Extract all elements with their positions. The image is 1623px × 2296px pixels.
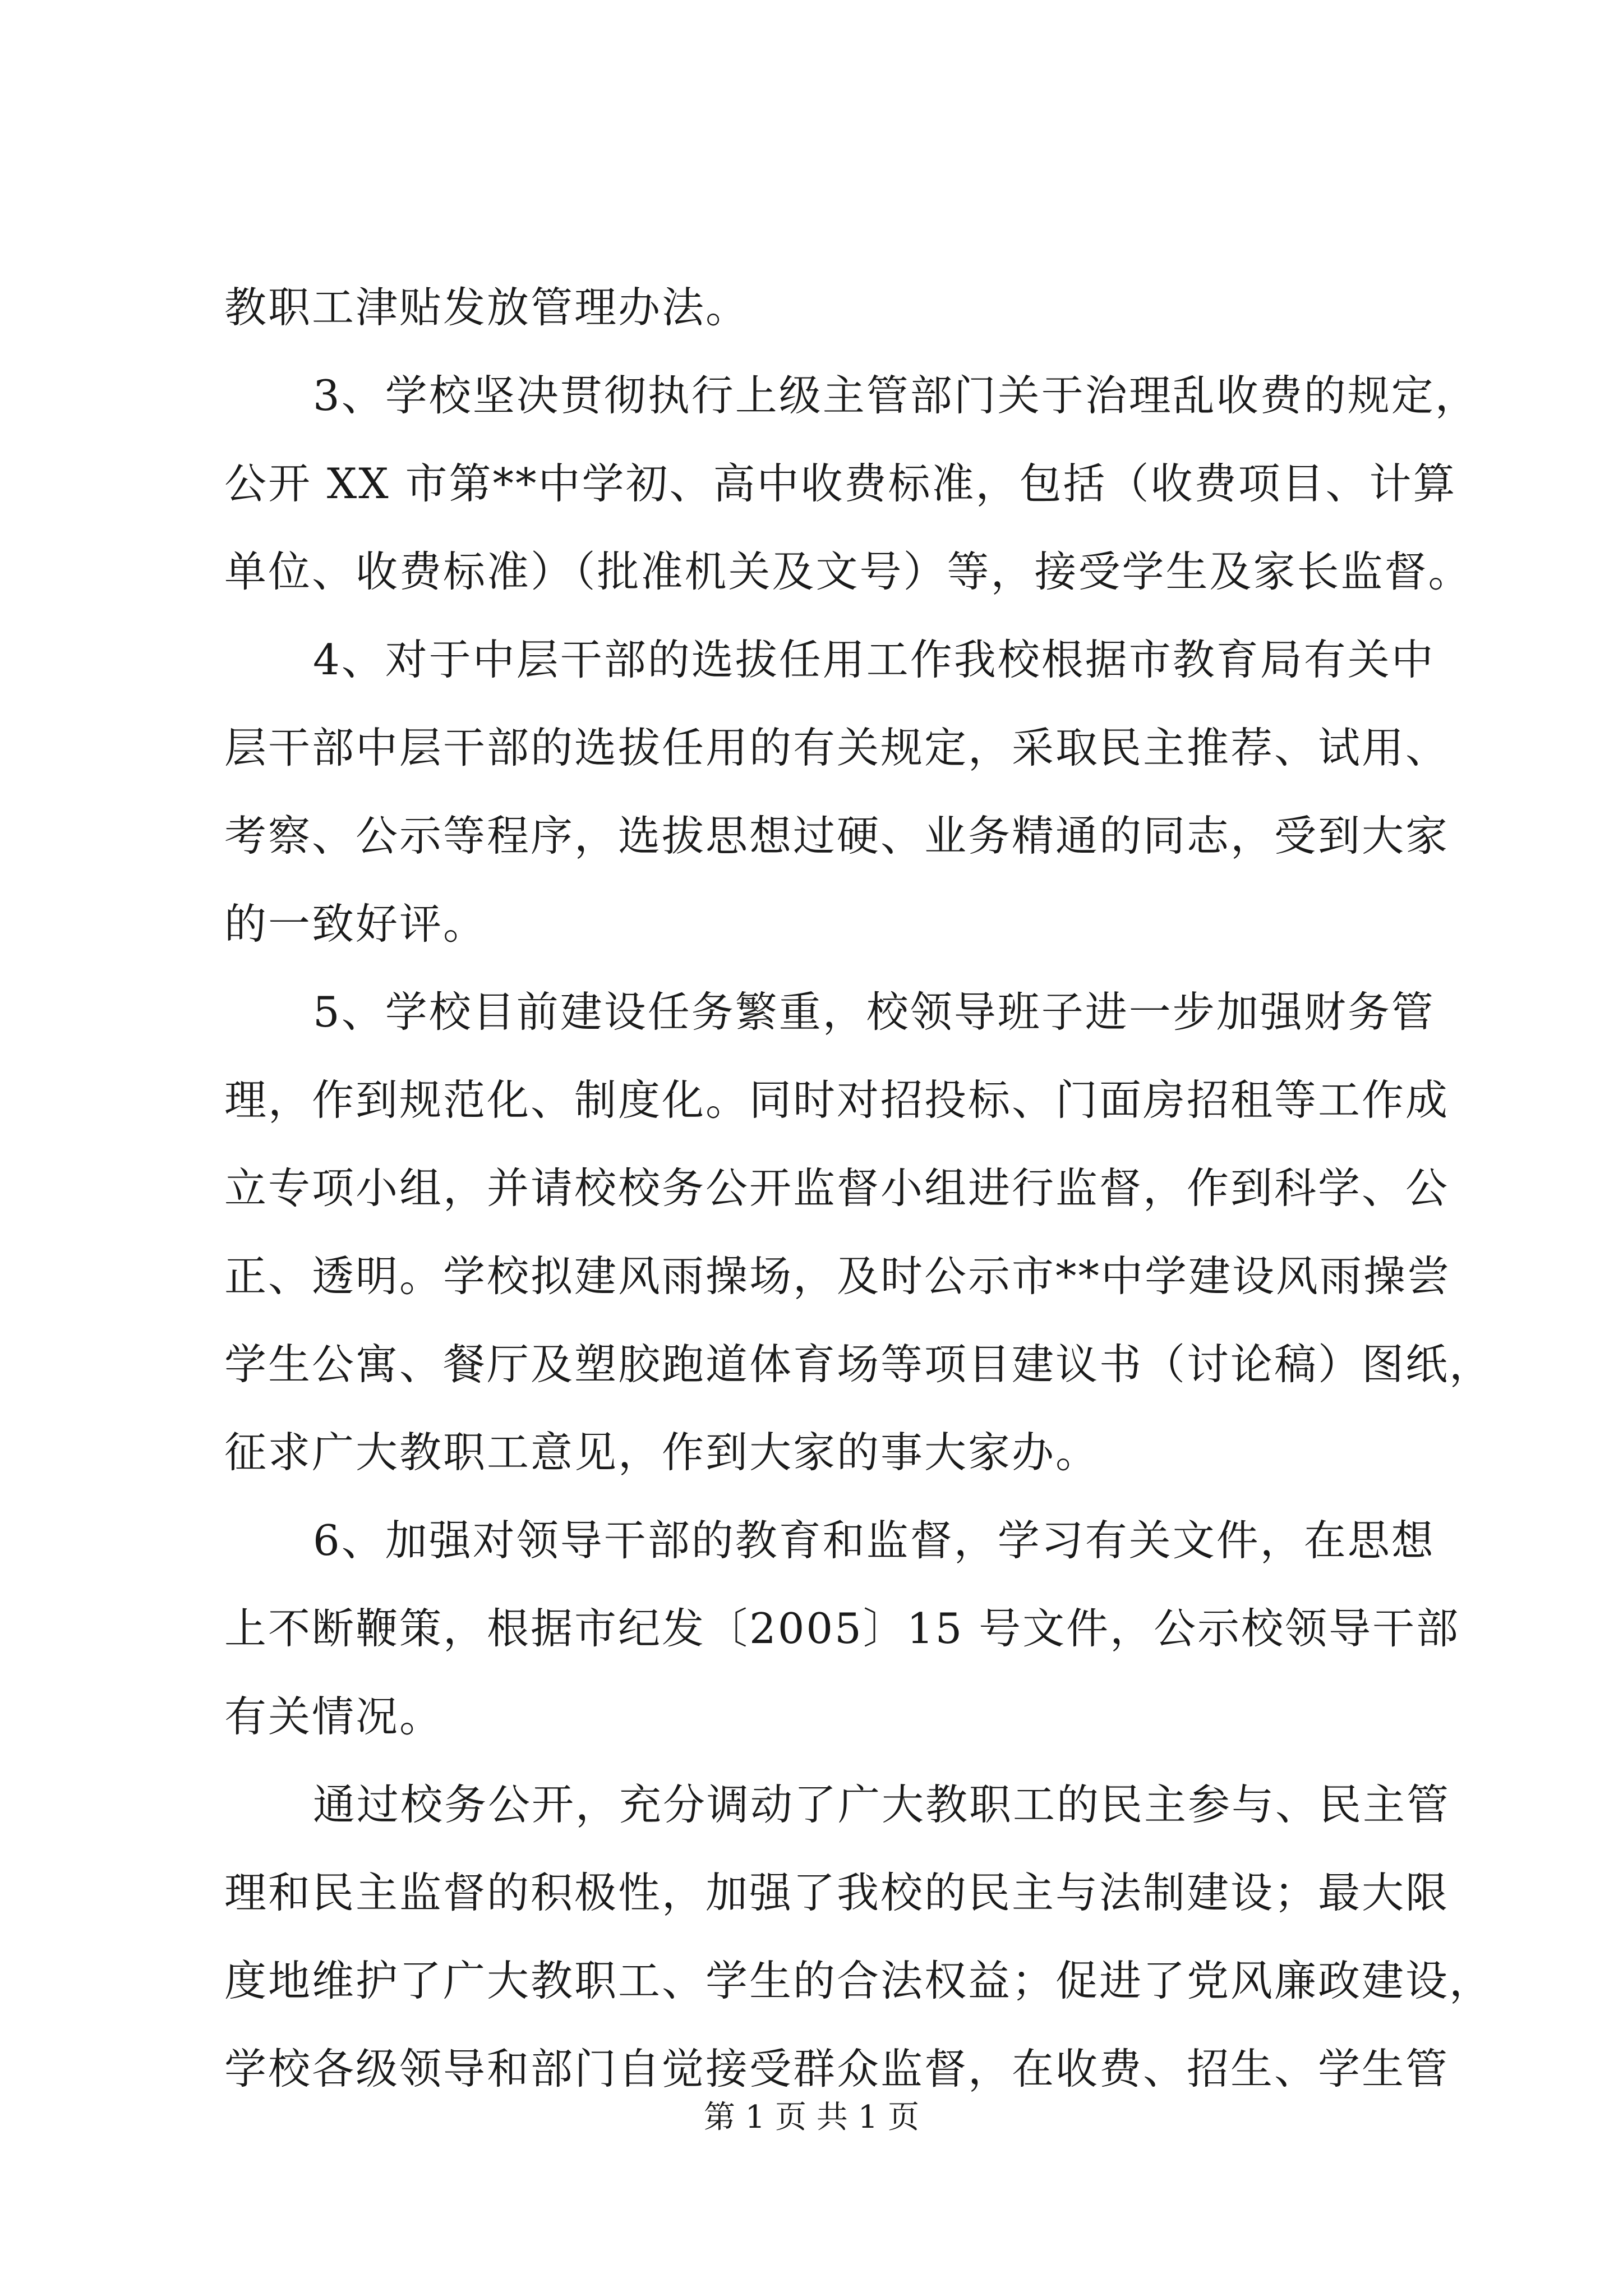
text-line: 单位、收费标准）（批准机关及文号）等，接受学生及家长监督。	[224, 547, 1472, 596]
text-line: 上不断鞭策，根据市纪发〔2005〕15 号文件，公示校领导干部	[224, 1604, 1460, 1653]
text-line: 学生公寓、餐厅及塑胶跑道体育场等项目建议书（讨论稿）图纸，	[224, 1340, 1493, 1389]
text-line: 征求广大教职工意见，作到大家的事大家办。	[224, 1428, 1100, 1477]
text-line: 公开 XX 市第**中学初、高中收费标准，包括（收费项目、计算	[224, 459, 1457, 508]
text-line: 度地维护了广大教职工、学生的合法权益；促进了党风廉政建设，	[224, 1956, 1493, 2005]
text-line: 5、学校目前建设任务繁重，校领导班子进一步加强财务管	[313, 987, 1435, 1037]
text-line: 层干部中层干部的选拔任用的有关规定，采取民主推荐、试用、	[224, 723, 1450, 772]
text-line: 3、学校坚决贯彻执行上级主管部门关于治理乱收费的规定，	[313, 371, 1479, 420]
text-line: 有关情况。	[224, 1692, 444, 1741]
page-number-footer: 第 1 页 共 1 页	[703, 2099, 920, 2136]
text-line: 的一致好评。	[224, 899, 487, 949]
text-line: 考察、公示等程序，选拔思想过硬、业务精通的同志，受到大家	[224, 811, 1450, 861]
text-line: 通过校务公开，充分调动了广大教职工的民主参与、民主管	[313, 1780, 1451, 1829]
text-line: 6、加强对领导干部的教育和监督，学习有关文件，在思想	[313, 1516, 1435, 1565]
text-line: 理和民主监督的积极性，加强了我校的民主与法制建设；最大限	[224, 1868, 1450, 1917]
text-line: 理，作到规范化、制度化。同时对招投标、门面房招租等工作成	[224, 1075, 1450, 1125]
text-line: 教职工津贴发放管理办法。	[224, 283, 750, 332]
text-line: 学校各级领导和部门自觉接受群众监督，在收费、招生、学生管	[224, 2044, 1450, 2093]
text-line: 4、对于中层干部的选拔任用工作我校根据市教育局有关中	[313, 635, 1435, 684]
text-line: 立专项小组，并请校校务公开监督小组进行监督，作到科学、公	[224, 1163, 1450, 1213]
text-line: 正、透明。学校拟建风雨操场，及时公示市**中学建设风雨操尝	[224, 1251, 1451, 1301]
